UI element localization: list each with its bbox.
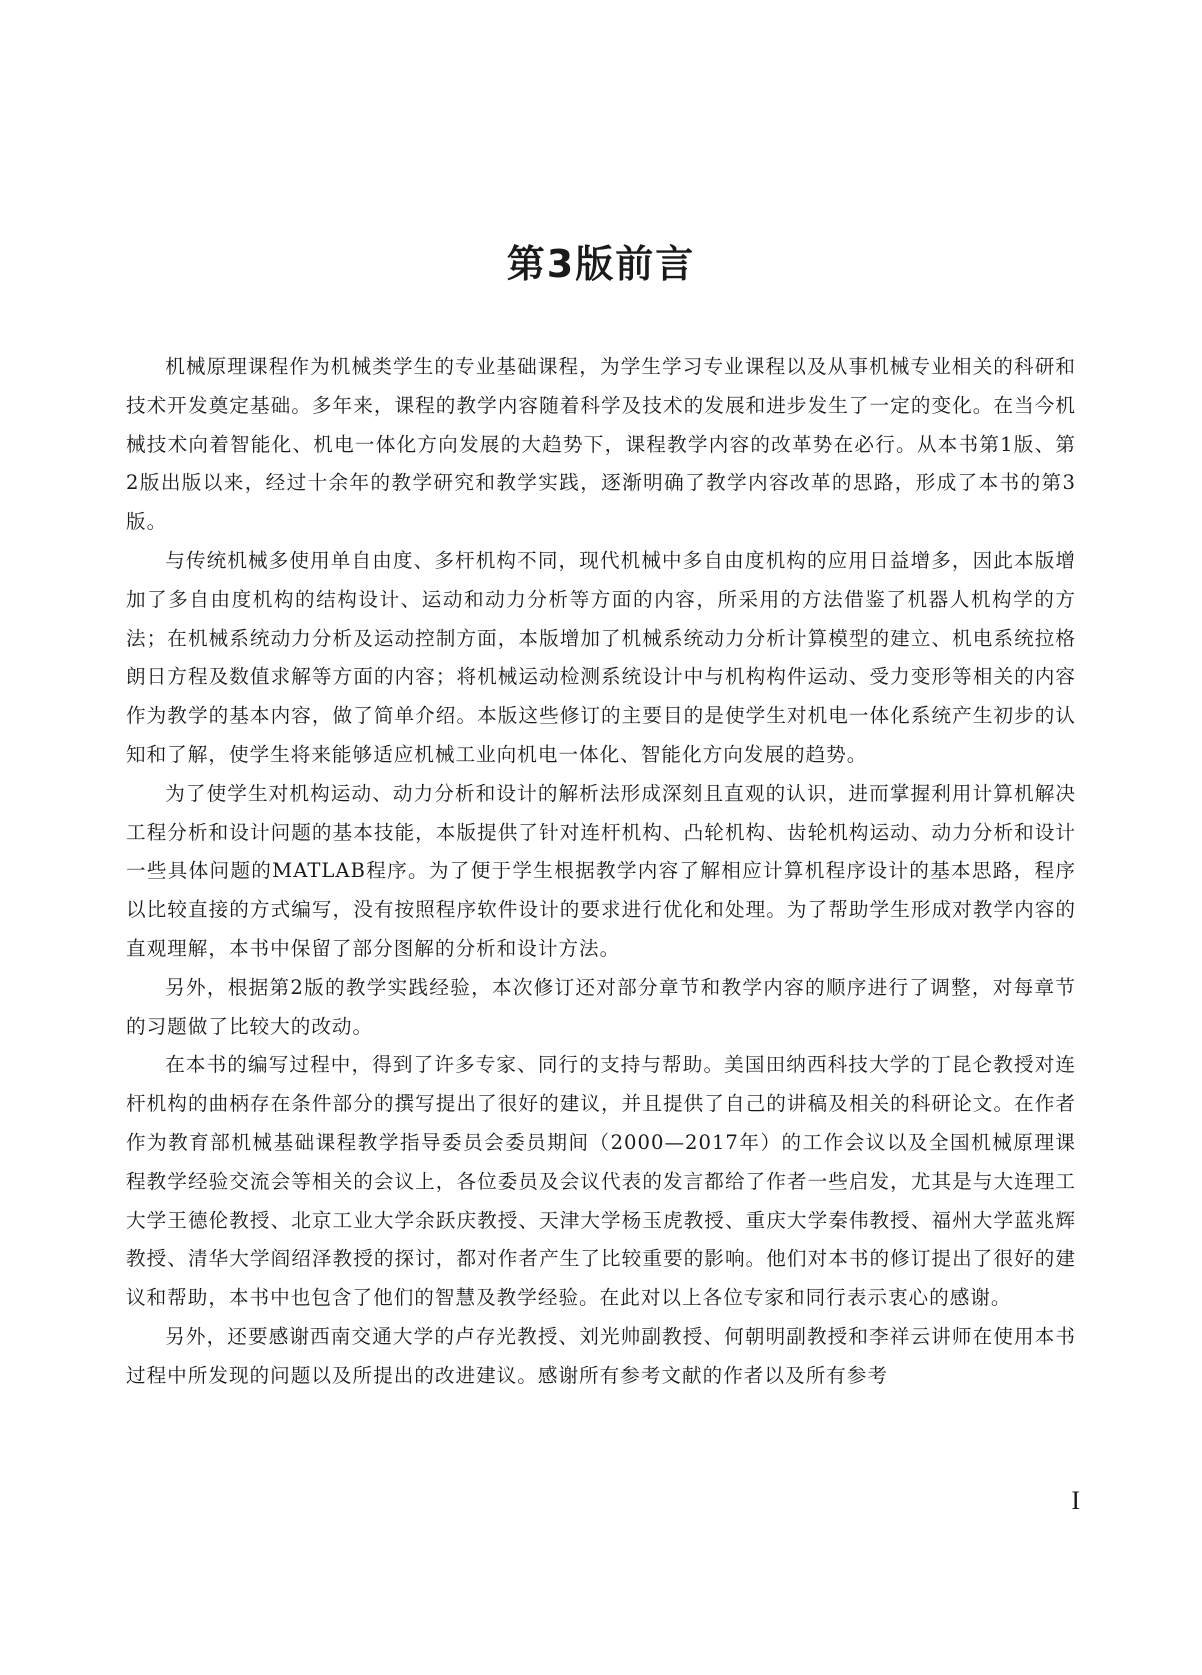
paragraph: 另外，还要感谢西南交通大学的卢存光教授、刘光帅副教授、何朝明副教授和李祥云讲师在使用本书过程中所发现的问题以及所提出的改进建议。感谢所有参考文献的作者以及所有参考 <box>126 1324 1076 1387</box>
paragraph: 与传统机械多使用单自由度、多杆机构不同，现代机械中多自由度机构的应用日益增多，因此本版增加了多自由度机构的结构设计、运动和动力分析等方面的内容，所采用的方法借鉴了机器人机构学的方法；在机械系统动力分析及运动控制方面，本版增加了机械系统动力分析计算模型的建立、机电系统拉格朗日方程及数值求解等方面的内容；将机械运动检测系统设计中与机构构件运动、受力变形等相关的内容作为教学的基本内容，做了简单介绍。本版这些修订的主要目的是使学生对机电一体化系统产生初步的认知和了解，使学生将来能够适应机械工业向机电一体化、智能化方向发展的趋势。 <box>126 548 1076 766</box>
paragraph: 机械原理课程作为机械类学生的专业基础课程，为学生学习专业课程以及从事机械专业相关的科研和技术开发奠定基础。多年来，课程的教学内容随着科学及技术的发展和进步发生了一定的变化。在当今机械技术向着智能化、机电一体化方向发展的大趋势下，课程教学内容的改革势在必行。从本书第1版、第2版出版以来，经过十余年的教学研究和教学实践，逐渐明确了教学内容改革的思路，形成了本书的第3版。 <box>126 355 1076 534</box>
paragraph: 在本书的编写过程中，得到了许多专家、同行的支持与帮助。美国田纳西科技大学的丁昆仑教授对连杆机构的曲柄存在条件部分的撰写提出了很好的建议，并且提供了自己的讲稿及相关的科研论文。在作者作为教育部机械基础课程教学指导委员会委员期间（2000—2017年）的工作会议以及全国机械原理课程教学经验交流会等相关的会议上，各位委员及会议代表的发言都给了作者一些启发，尤其是与大连理工大学王德伦教授、北京工业大学余跃庆教授、天津大学杨玉虎教授、重庆大学秦伟教授、福州大学蓝兆辉教授、清华大学阎绍泽教授的探讨，都对作者产生了比较重要的影响。他们对本书的修订提出了很好的建议和帮助，本书中也包含了他们的智慧及教学经验。在此对以上各位专家和同行表示衷心的感谢。 <box>126 1053 1076 1310</box>
paragraph: 另外，根据第2版的教学实践经验，本次修订还对部分章节和教学内容的顺序进行了调整，对每章节的习题做了比较大的改动。 <box>126 975 1076 1038</box>
page-title: 第3版前言 <box>506 242 696 286</box>
preface-body <box>126 348 1076 1396</box>
paragraph: 为了使学生对机构运动、动力分析和设计的解析法形成深刻且直观的认识，进而掌握利用计算机解决工程分析和设计问题的基本技能，本版提供了针对连杆机构、凸轮机构、齿轮机构运动、动力分析和设计一些具体问题的MATLAB程序。为了便于学生根据教学内容了解相应计算机程序设计的基本思路，程序以比较直接的方式编写，没有按照程序软件设计的要求进行优化和处理。为了帮助学生形成对教学内容的直观理解，本书中保留了部分图解的分析和设计方法。 <box>126 781 1076 960</box>
page-number: I <box>1071 1486 1080 1515</box>
